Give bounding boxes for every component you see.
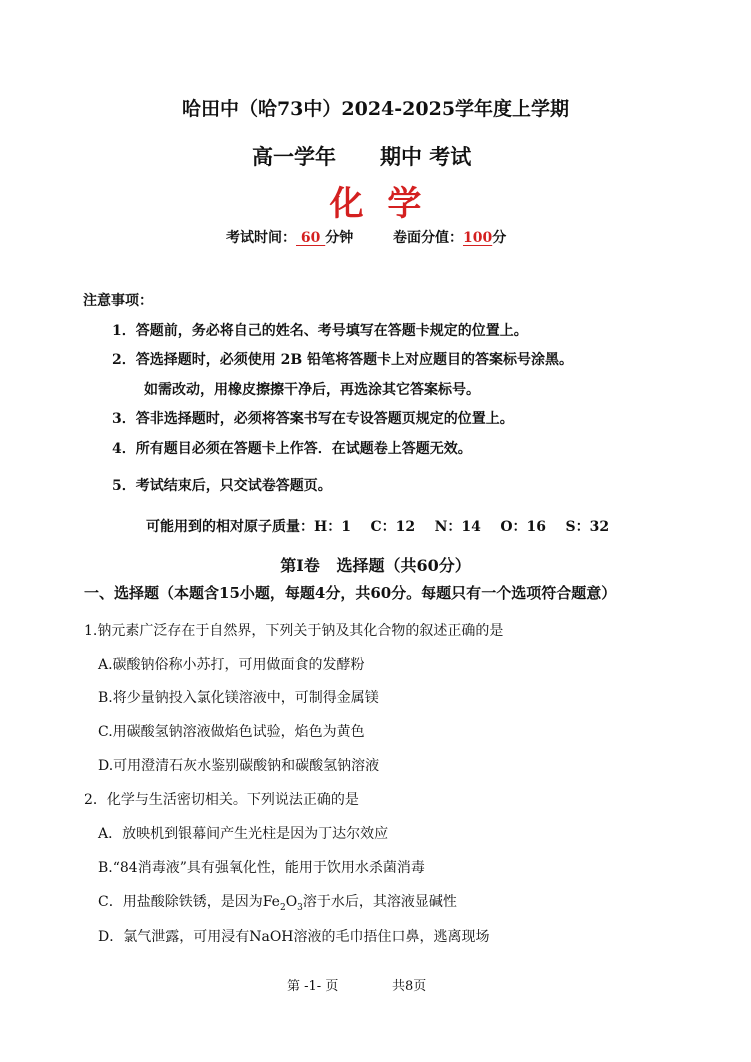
question-stem: 1.钠元素广泛存在于自然界，下列关于钠及其化合物的叙述正确的是 (84, 623, 504, 639)
question-option: D．氯气泄露，可用浸有NaOH溶液的毛巾捂住口鼻，逃离现场 (98, 929, 490, 945)
subscript: 2 (279, 902, 286, 913)
question-option: C.用碳酸氢钠溶液做焰色试验，焰色为黄色 (98, 724, 365, 740)
option-c-suffix: 溶于水后，其溶液显碱性 (302, 894, 457, 910)
section-title: 第Ⅰ卷 选择题（共60分） (280, 556, 471, 575)
section-instruction: 一、选择题（本题含15小题，每题4分，共60分。每题只有一个选项符合题意） (84, 584, 617, 602)
exam-type-label: 期中 考试 (380, 144, 472, 169)
note-item: 4．所有题目必须在答题卡上作答．在试题卷上答题无效。 (112, 441, 472, 457)
page-number: 第 -1- 页 (287, 979, 339, 994)
score-value: 100 (462, 230, 493, 246)
question-option: A．放映机到银幕间产生光柱是因为丁达尔效应 (98, 826, 389, 842)
note-item: 2．答选择题时，必须使用 2B 铅笔将答题卡上对应题目的答案标号涂黑。 (112, 352, 574, 368)
subject-title: 化 学 (329, 184, 422, 224)
exam-title: 哈田中（哈73中）2024-2025学年度上学期 (181, 98, 570, 120)
note-item: 1．答题前，务必将自己的姓名、考号填写在答题卡规定的位置上。 (112, 323, 528, 339)
option-c-mid: O (285, 894, 298, 910)
time-label: 考试时间： (226, 230, 296, 246)
question-option (98, 891, 457, 913)
option-c-prefix: C．用盐酸除铁锈，是因为Fe (98, 894, 280, 910)
exam-info (226, 227, 506, 247)
score-unit: 分 (492, 230, 507, 246)
question-option: B.“84消毒液”具有强氧化性，能用于饮用水杀菌消毒 (98, 860, 425, 876)
question-option: A.碳酸钠俗称小苏打，可用做面食的发酵粉 (98, 657, 365, 673)
time-value: 60 (296, 230, 326, 246)
score-label: 卷面分值： (392, 230, 463, 246)
grade-label: 高一学年 (252, 144, 336, 169)
question-option: D.可用澄清石灰水鉴别碳酸钠和碳酸氢钠溶液 (98, 758, 380, 774)
atomic-masses: 可能用到的相对原子质量：H：1 C：12 N：14 O：16 S：32 (146, 519, 610, 535)
question-option: B.将少量钠投入氯化镁溶液中，可制得金属镁 (98, 690, 379, 706)
subscript: 3 (297, 902, 303, 913)
note-item: 如需改动，用橡皮擦擦干净后，再选涂其它答案标号。 (144, 382, 480, 398)
note-item: 5．考试结束后，只交试卷答题页。 (112, 478, 332, 494)
time-unit: 分钟 (325, 230, 354, 246)
notes-heading: 注意事项： (83, 293, 153, 309)
question-stem: 2．化学与生活密切相关。下列说法正确的是 (84, 792, 359, 808)
page-total: 共8页 (392, 979, 427, 994)
note-item: 3．答非选择题时，必须将答案书写在专设答题页规定的位置上。 (112, 411, 514, 427)
